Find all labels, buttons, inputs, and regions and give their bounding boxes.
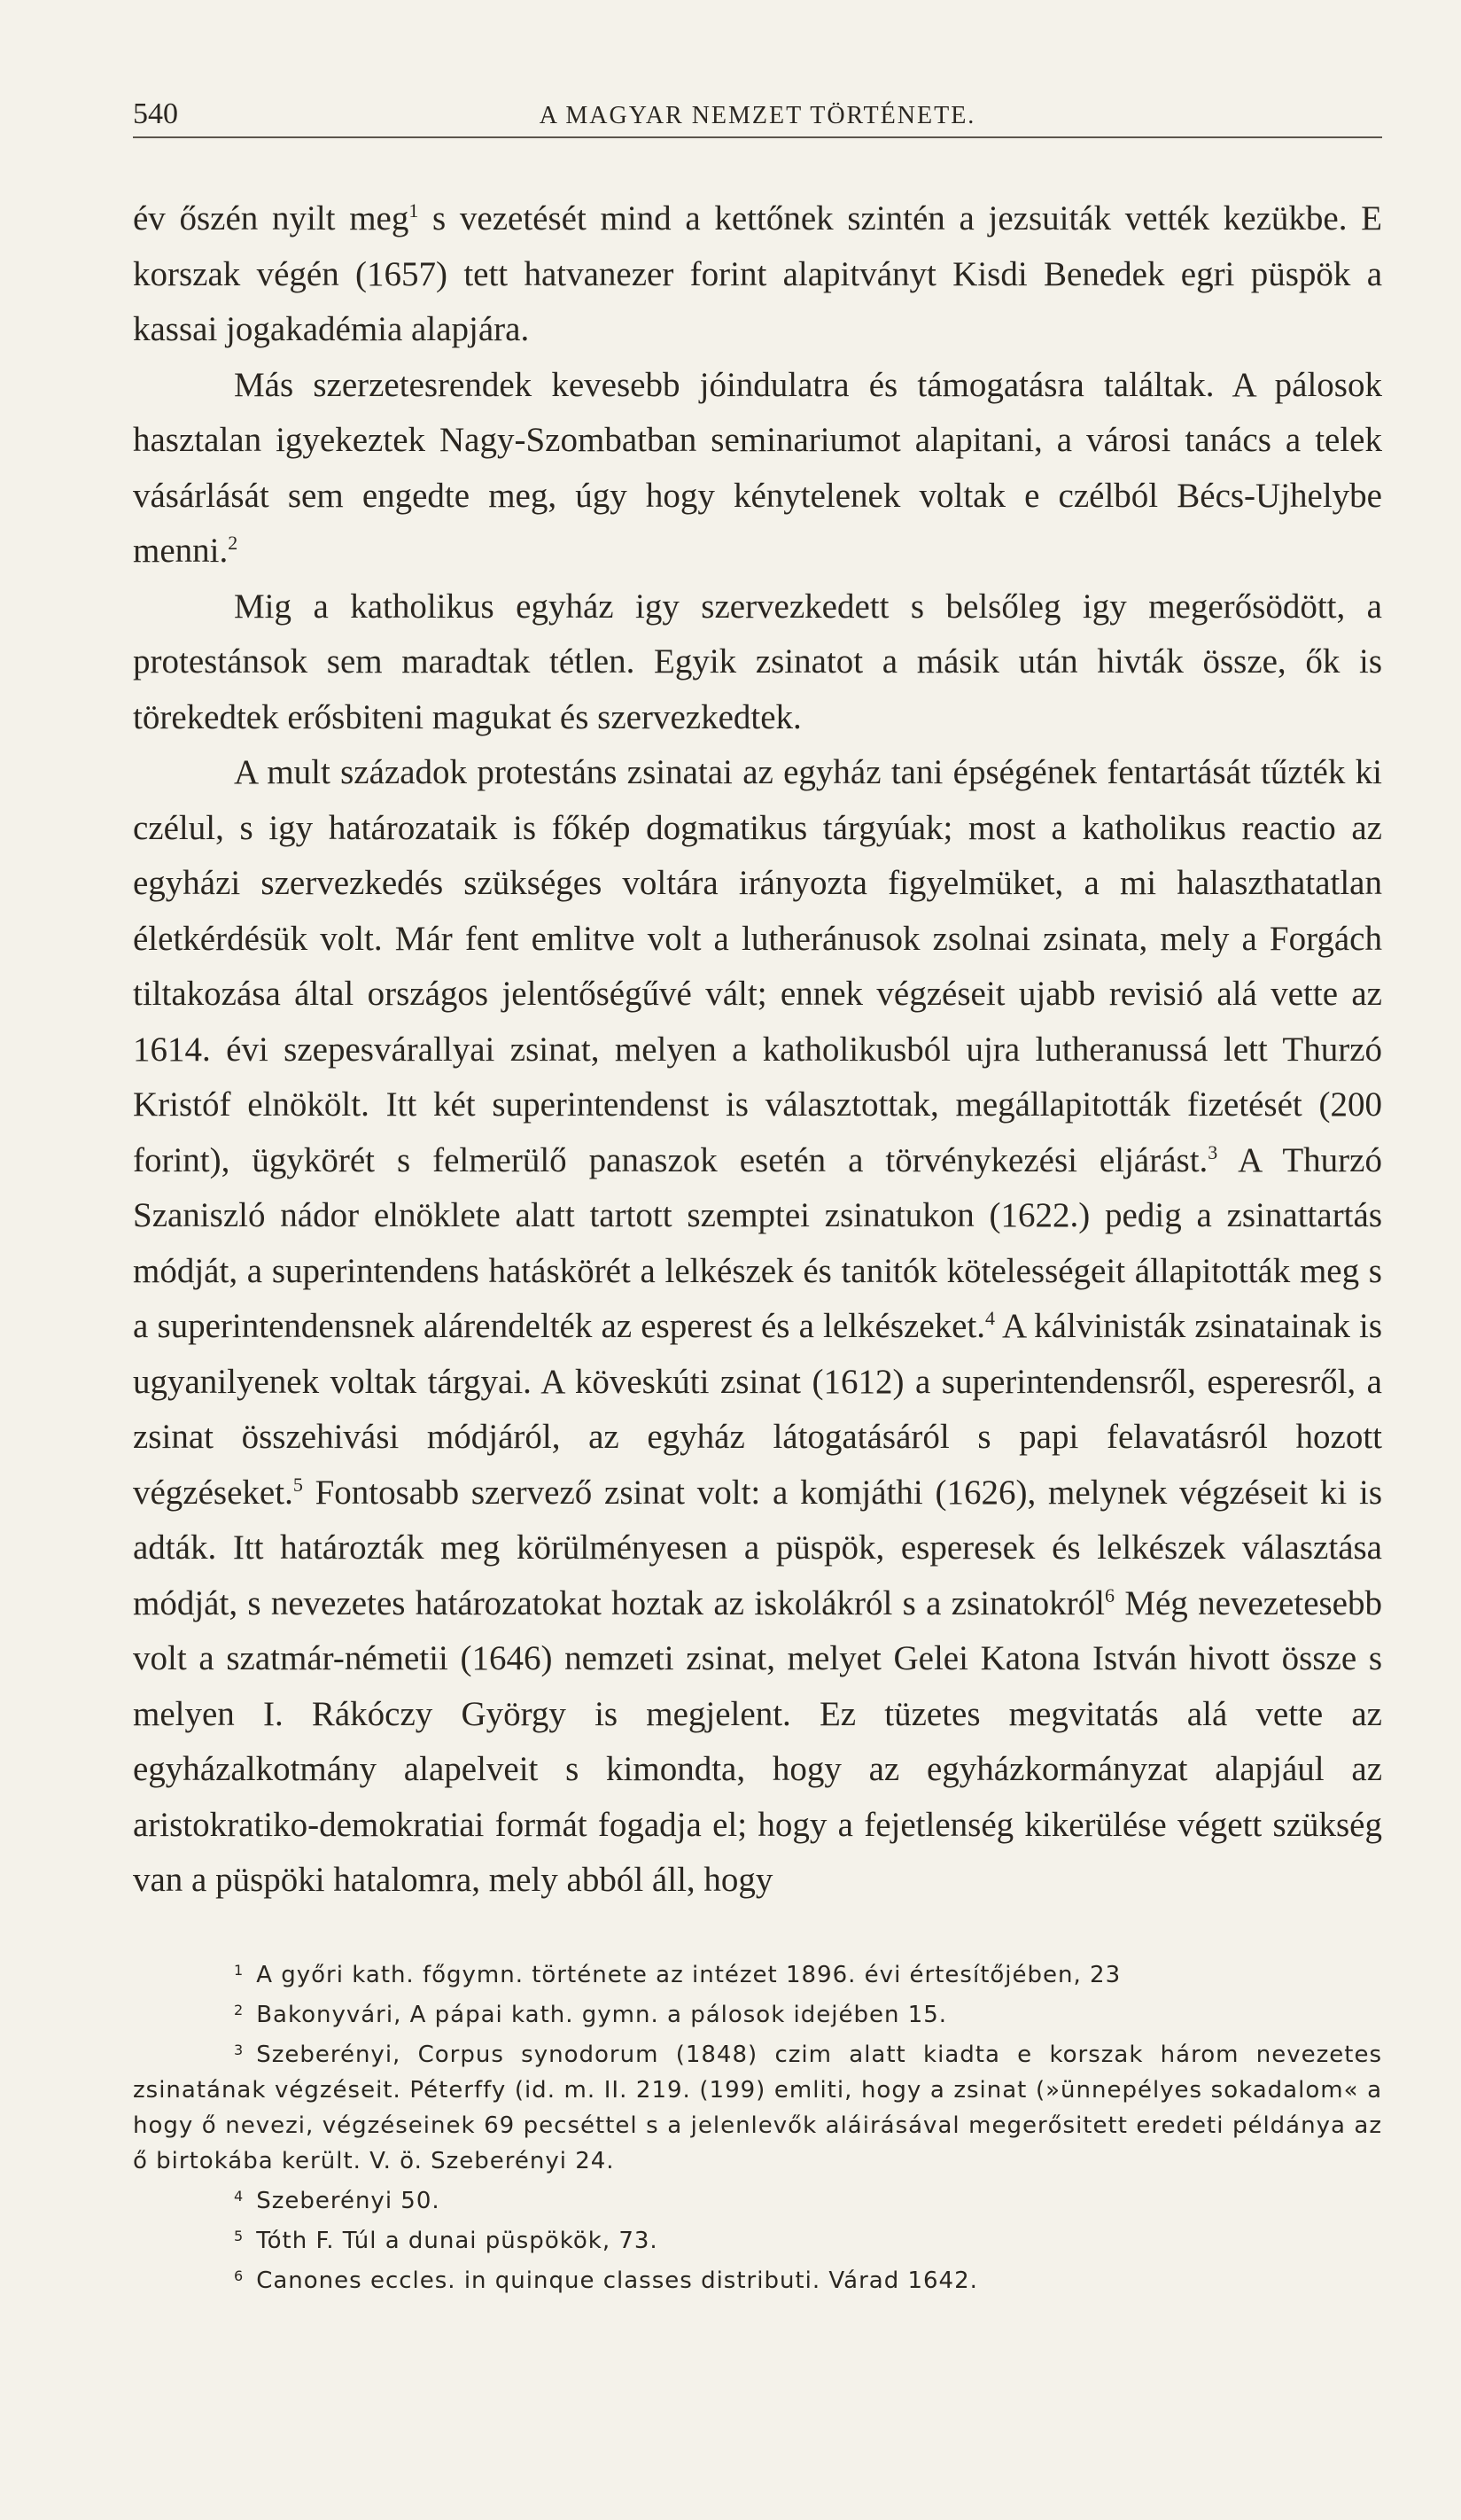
paragraph-text: év őszén nyilt meg: [133, 199, 409, 237]
footnote: [133, 1953, 1382, 1993]
footnote-text: Tóth F. Túl a dunai püspökök, 73.: [256, 2227, 658, 2254]
footnote-mark: 6: [234, 2267, 245, 2284]
footnote: [133, 2033, 1382, 2179]
footnote-reference[interactable]: 3: [1208, 1140, 1218, 1163]
paragraph: [133, 579, 1382, 746]
footnote-mark: 5: [234, 2227, 245, 2244]
footnote-text: A győri kath. főgymn. története az intézet 1896. évi értesítőjében, 23: [256, 1961, 1122, 1988]
running-title: A MAGYAR NEMZET TÖRTÉNETE.: [539, 102, 976, 129]
footnote-text: Szeberényi 50.: [256, 2187, 440, 2214]
footnote-reference[interactable]: 6: [1105, 1583, 1115, 1606]
paragraph-text: Más szerzetesrendek kevesebb jóindulatra és támogatásra találtak. A pálosok hasztalan igyekeztek Nagy-Szombatban seminariumot alapitani, a városi tanács a telek vásárlását sem engedte meg, úgy hogy kénytelenek voltak e czélból Bécs-Ujhelybe menni.: [133, 365, 1382, 570]
footnote-mark: 3: [234, 2041, 245, 2058]
page: [133, 97, 1382, 2298]
paragraph-text: A mult századok protestáns zsinatai az egyház tani épségének fentartását tűzték ki czélul, s igy határozataik is főkép dogmatikus tárgyúak; most a katholikus reactio az egyházi szervezkedés szükséges voltára irányozta figyelmüket, a mi halaszthatatlan életkérdésük volt. Már fent emlitve volt a lutheránusok zsolnai zsinata, mely a Forgách tiltakozása által országos jelentőségűvé vált; ennek végzéseit ujabb revisió alá vette az 1614. évi szepesvárallyai zsinat, melyen a katholikusból ujra lutheranussá lett Thurzó Kristóf elnökölt. Itt két superintendenst is választottak, megállapitották fizetését (200 forint), ügykörét s felmerülő panaszok esetén a törvénykezési eljárást.: [133, 753, 1382, 1179]
footnotes: [133, 1953, 1382, 2298]
footnote-reference[interactable]: 1: [408, 199, 419, 222]
paragraph-text: s vezetését mind a kettőnek szintén a jezsuiták vették kezükbe. E korszak végén (1657) tett hatvanezer forint alapitványt Kisdi Benedek egri püspök a kassai jogakadémia alapjára.: [133, 199, 1382, 348]
paragraph-text: Mig a katholikus egyház igy szervezkedett s belsőleg igy megerősödött, a protestánsok sem maradtak tétlen. Egyik zsinatot a másik után hivták össze, ők is törekedtek erősbiteni magukat és szervezkedtek.: [133, 587, 1382, 736]
footnote-mark: 1: [234, 1961, 245, 1979]
footnote: [133, 2179, 1382, 2219]
footnote: [133, 2259, 1382, 2298]
footnote-reference[interactable]: 4: [985, 1307, 996, 1329]
footnote-text: Canones eccles. in quinque classes distributi. Várad 1642.: [256, 2267, 978, 2294]
footnote-text: Bakonyvári, A pápai kath. gymn. a pálosok idejében 15.: [256, 2001, 948, 2028]
footnote-reference[interactable]: 2: [228, 532, 238, 554]
paragraph-text: A kálvinisták zsinatainak is ugyanilyenek voltak tárgyai. A köveskúti zsinat (1612) a superintendensről, esperesről, a zsinat összehivási módjáról, az egyház látogatásáról s papi felavatásról hozott végzéseket.: [133, 1307, 1382, 1512]
paragraph: [133, 745, 1382, 1909]
page-number: 540: [133, 97, 178, 130]
paragraph-text: A Thurzó Szaniszló nádor elnöklete alatt tartott szemptei zsinatukon (1622.) pedig a zsinattartás módját, a superintendens hatáskörét a lelkészek és tanitók kötelességeit állapitották meg s a superintendensnek alárendelték az esperest és a lelkészeket.: [133, 1140, 1382, 1345]
paragraph-text: Fontosabb szervező zsinat volt: a komjáthi (1626), melynek végzéseit ki is adták. Itt határozták meg körülményesen a püspök, esperesek és lelkészek választása módját, s nevezetes határozatokat hoztak az iskolákról s a zsinatokról: [133, 1473, 1382, 1622]
paragraph: [133, 191, 1382, 358]
paragraph: [133, 358, 1382, 579]
footnote-text: Szeberényi, Corpus synodorum (1848) czim alatt kiadta e korszak három nevezetes zsinatának végzéseit. Péterffy (id. m. II. 219. (199) emliti, hogy a zsinat (»ünnepélyes sokadalom« a hogy ő nevezi, végzéseinek 69 pecséttel s a jelenlevők aláirásával megerősitett eredeti példánya az ő birtokába került. V. ö. Szeberényi 24.: [133, 2041, 1382, 2174]
footnote-mark: 2: [234, 2001, 245, 2018]
footnote-reference[interactable]: 5: [292, 1473, 303, 1496]
page-header: [133, 97, 1382, 138]
paragraph-text: Még nevezetesebb volt a szatmár-németii (1646) nemzeti zsinat, melyet Gelei Katona István hivott össze s melyen I. Rákóczy György is megjelent. Ez tüzetes megvitatás alá vette az egyházalkotmány alapelveit s kimondta, hogy az egyházkormányzat alapjául az aristokratiko-demokratiai formát fogadja el; hogy a fejetlenség kikerülése végett szükség van a püspöki hatalomra, mely abból áll, hogy: [133, 1583, 1382, 1899]
body-text: [133, 191, 1382, 1909]
footnote: [133, 1993, 1382, 2033]
footnote-mark: 4: [234, 2187, 245, 2205]
footnote: [133, 2219, 1382, 2259]
